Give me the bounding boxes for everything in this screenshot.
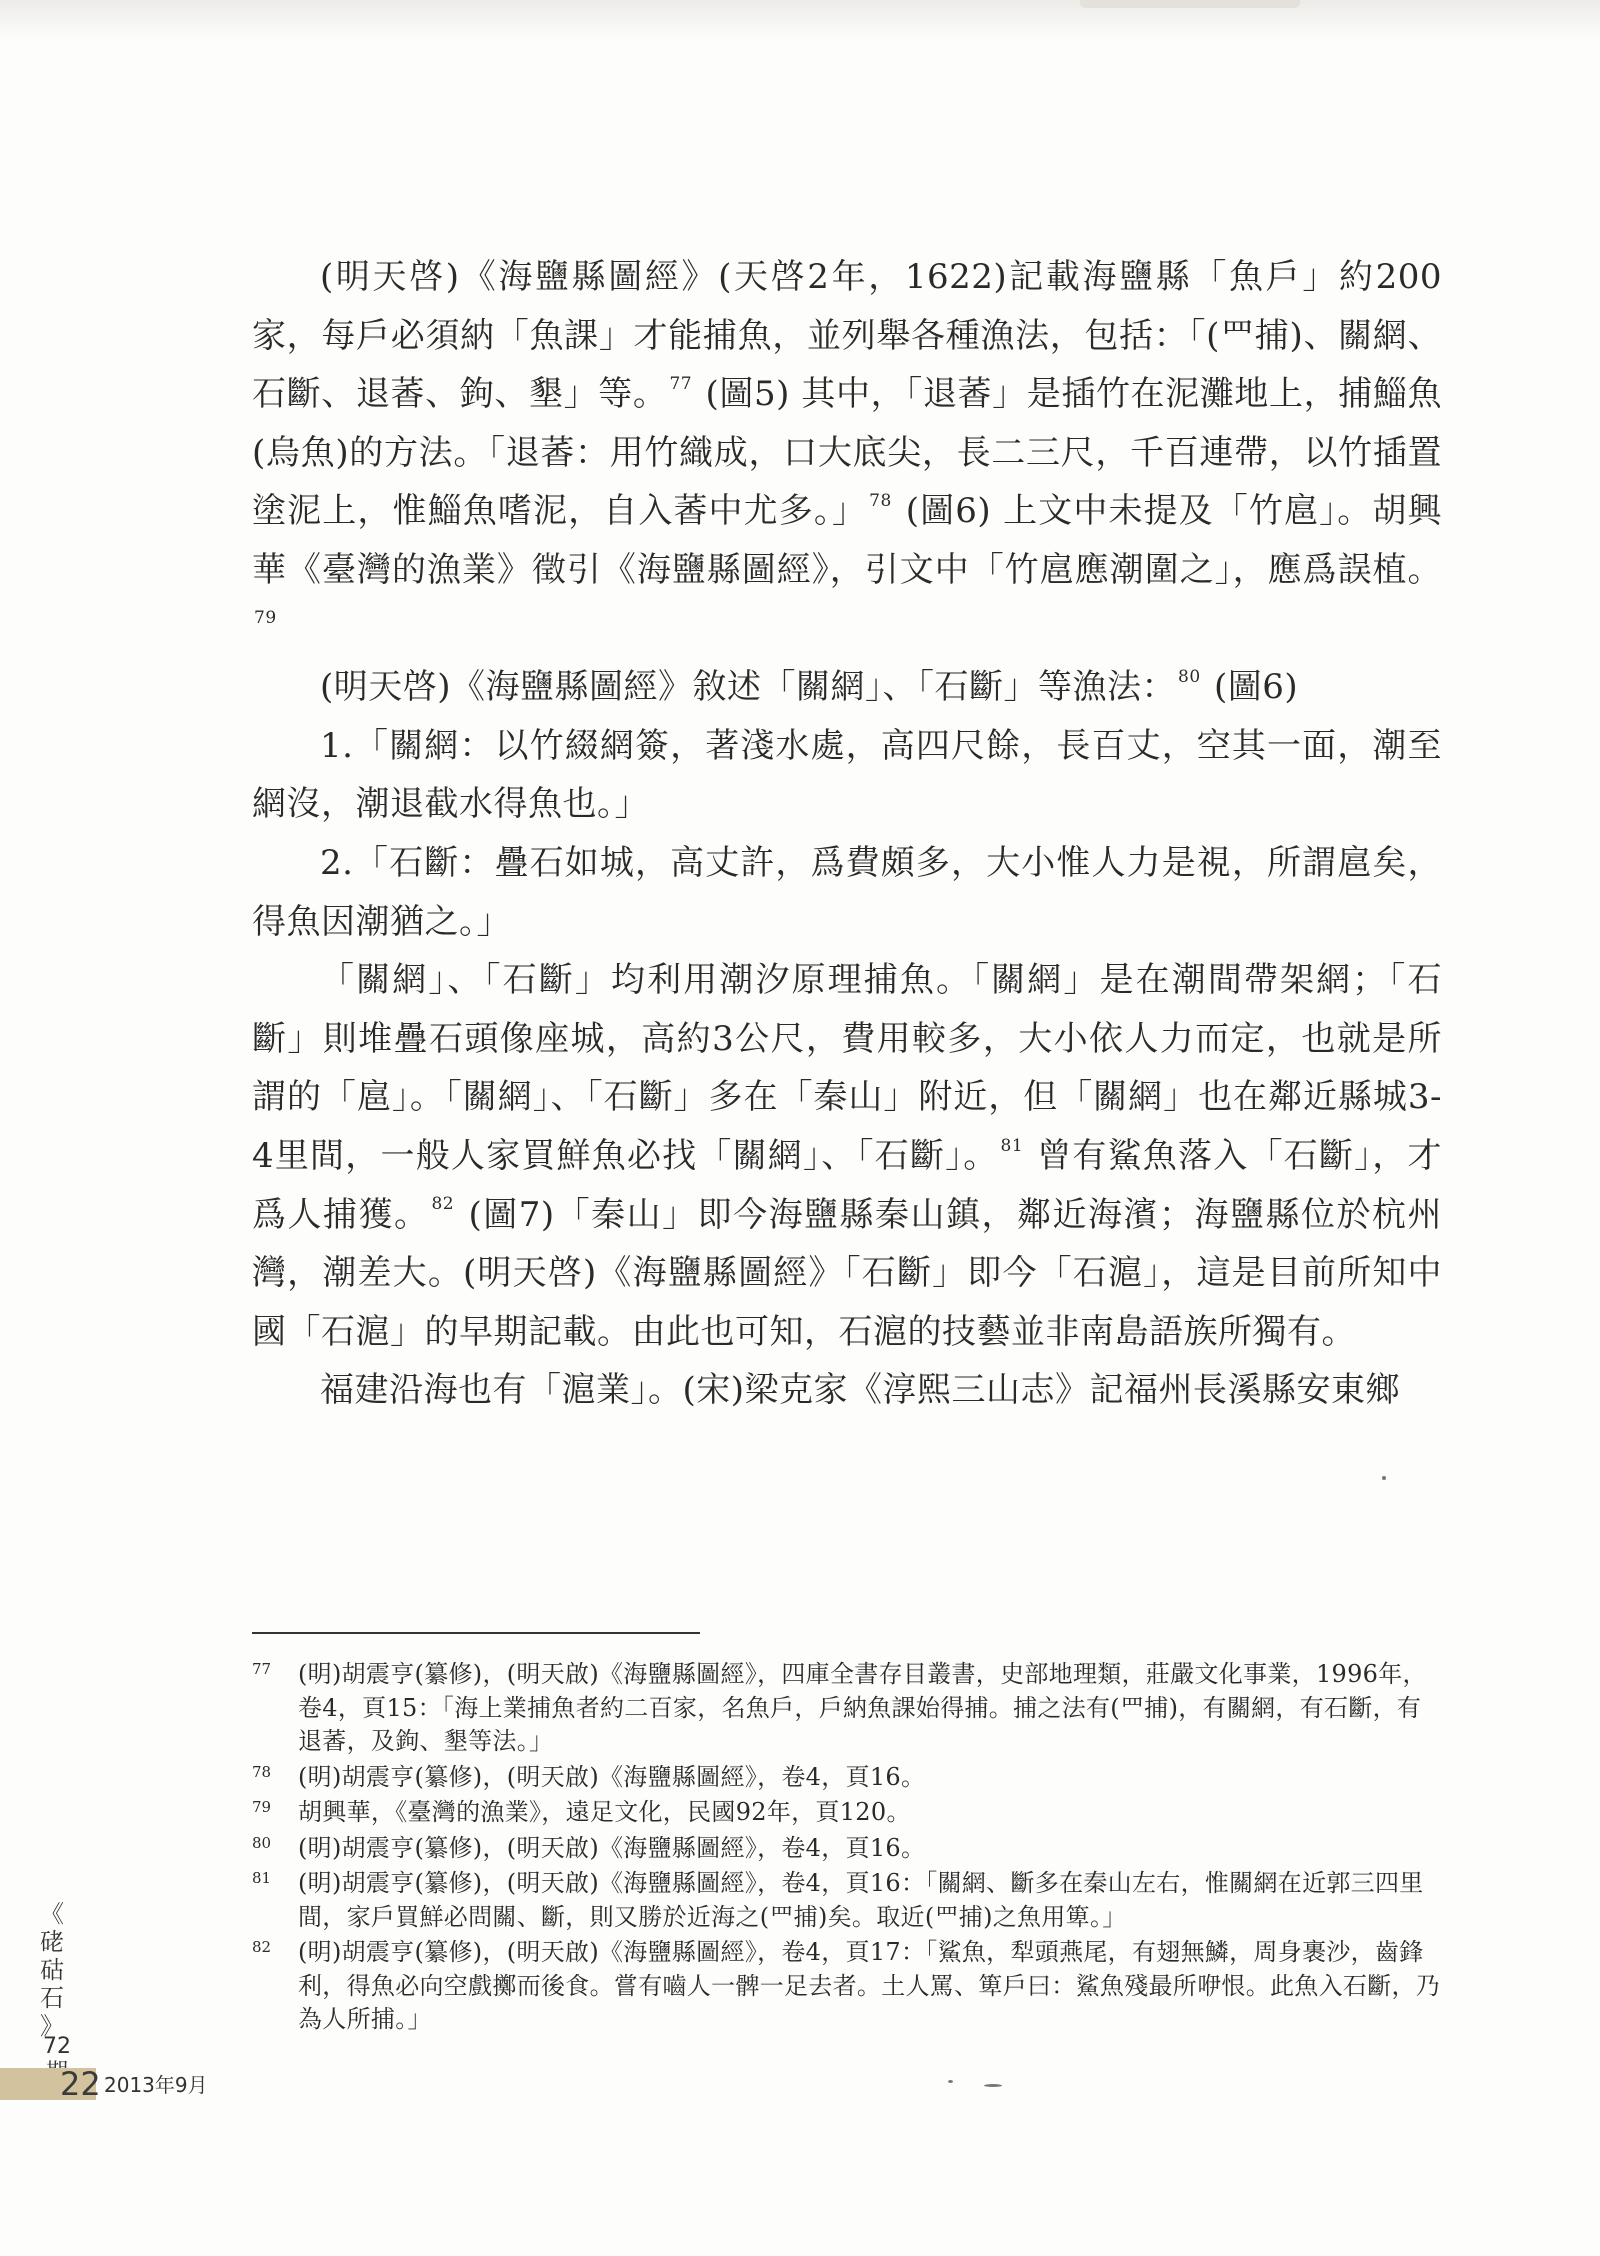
footnote-text: (明)胡震亨(纂修)，(明天啟)《海鹽縣圖經》，卷4，頁16：「關網、斷多在秦山左右，惟關網在近郭三四里間，家戶買鮮必問關、斷，則又勝於近海之(罒捕)矣。取近(罒捕)之魚用箄。」 bbox=[298, 1869, 1424, 1931]
footnote bbox=[252, 1936, 1442, 2037]
footnote-ref[interactable]: 80 bbox=[1178, 666, 1201, 687]
footnote-text: (明)胡震亨(纂修)，(明天啟)《海鹽縣圖經》，卷4，頁16。 bbox=[298, 1762, 926, 1791]
paragraph-text: 曾有鯊魚落入「石斷」，才爲人捕獲。 bbox=[252, 1135, 1442, 1235]
footnote-number: 80 bbox=[252, 1833, 272, 1852]
footnote-number: 82 bbox=[252, 1938, 272, 1956]
journal-title-char: 硓 bbox=[40, 1928, 64, 1956]
journal-title-char: 》 bbox=[40, 2012, 64, 2040]
footnote-text: (明)胡震亨(纂修)，(明天啟)《海鹽縣圖經》，卷4，頁17：「鯊魚，犁頭燕尾，有翅無鱗，周身裹沙，齒鋒利，得魚必向空戲擲而後食。嘗有嚙人一髀一足去者。土人罵、箄戶曰：鯊魚殘最所咿恨。此魚入石斷，乃為人所捕。」 bbox=[298, 1938, 1441, 2033]
paragraph-text: (明天啓)《海鹽縣圖經》(天啓2年，1622)記載海鹽縣「魚戶」約200家，每戶必須納「魚課」才能捕魚，並列舉各種漁法，包括：「(罒捕)、關網、石斷、退萫、鉤、墾」等。 bbox=[252, 257, 1442, 415]
scan-smudge bbox=[1080, 0, 1300, 8]
paragraph-text: 「關網」、「石斷」均利用潮汐原理捕魚。「關網」是在潮間帶架網；「石斷」則堆疊石頭像座城，高約3公尺，費用較多，大小依人力而定，也就是所謂的「扈」。「關網」、「石斷」多在「秦山」附近，但「關網」也在鄰近縣城3-4里間，一般人家買鮮魚必找「關網」、「石斷」。 bbox=[252, 960, 1442, 1176]
scan-speck bbox=[1382, 1476, 1386, 1480]
footnote bbox=[252, 1832, 1442, 1866]
paragraph-text: (圖6) bbox=[1213, 667, 1299, 708]
paragraph-text: (圖6) 上文中未提及「竹扈」。胡興華《臺灣的漁業》徵引《海鹽縣圖經》，引文中「竹扈應潮圍之」，應爲誤植。 bbox=[252, 491, 1443, 590]
paragraph bbox=[252, 658, 1442, 717]
journal-title-vertical bbox=[40, 1900, 74, 2040]
paragraph bbox=[252, 951, 1442, 1361]
footnote-ref[interactable]: 78 bbox=[869, 491, 892, 512]
paragraph-text: (明天啓)《海鹽縣圖經》敘述「關網」、「石斷」等漁法： bbox=[320, 667, 1177, 708]
scan-top-edge bbox=[0, 0, 1600, 40]
list-item: 2.「石斷：疊石如城，高丈許，爲費頗多，大小惟人力是視，所謂扈矣，得魚因潮猶之。」 bbox=[252, 842, 1442, 942]
footnote-text: 胡興華，《臺灣的漁業》，遠足文化，民國92年，頁120。 bbox=[298, 1798, 911, 1826]
footnote-divider bbox=[252, 1632, 700, 1634]
page-number: 22 bbox=[60, 2065, 101, 2103]
scan-speck bbox=[948, 2080, 953, 2083]
footnote-ref[interactable]: 81 bbox=[1000, 1135, 1024, 1156]
issue-date: 2013年9月 bbox=[104, 2073, 208, 2097]
footnote bbox=[252, 1796, 1442, 1830]
paragraph: 福建沿海也有「滬業」。(宋)梁克家《淳熙三山志》記福州長溪縣安東鄉 bbox=[320, 1370, 1401, 1411]
list-item: 1.「關網：以竹綴網簽，著淺水處，高四尺餘，長百丈，空其一面，潮至網沒，潮退截水得魚也。」 bbox=[252, 725, 1442, 825]
footnote-text: (明)胡震亨(纂修)，(明天啟)《海鹽縣圖經》，卷4，頁16。 bbox=[298, 1833, 926, 1862]
footnote-number: 81 bbox=[252, 1869, 272, 1887]
footnotes bbox=[252, 1658, 1442, 2039]
journal-title-char: 𥑮 bbox=[40, 1956, 64, 1984]
paragraph-text: (圖5) 其中，「退萫」是插竹在泥灘地上，捕鯔魚(烏魚)的方法。「退萫：用竹織成，口大底尖，長二三尺，千百連帶，以竹插置塗泥上，惟鯔魚嗜泥，自入萫中尤多。」 bbox=[252, 374, 1443, 532]
issue-number: 72 bbox=[43, 2034, 71, 2059]
footnote-text: (明)胡震亨(纂修)，(明天啟)《海鹽縣圖經》，四庫全書存目叢書，史部地理類，莊嚴文化事業，1996年，卷4，頁15：「海上業捕魚者約二百家，名魚戶，戶納魚課始得捕。捕之法有(罒捕)，有關網，有石斷，有退萫，及鉤、墾等法。」 bbox=[298, 1660, 1427, 1755]
footnote bbox=[252, 1761, 1442, 1795]
journal-title-char: 石 bbox=[40, 1984, 64, 2012]
scan-speck bbox=[984, 2084, 1002, 2087]
journal-title-char: 《 bbox=[40, 1900, 64, 1928]
article-body bbox=[252, 248, 1442, 1420]
footnote-ref[interactable]: 82 bbox=[431, 1194, 455, 1215]
footnote-number: 78 bbox=[252, 1762, 272, 1781]
footnote bbox=[252, 1658, 1442, 1759]
paragraph-text: (圖7)「秦山」即今海鹽縣秦山鎮，鄰近海濱；海鹽縣位於杭州灣，潮差大。(明天啓)《海鹽縣圖經》「石斷」即今「石滬」，這是目前所知中國「石滬」的早期記載。由此也可知，石滬的技藝並非南島語族所獨有。 bbox=[252, 1194, 1442, 1352]
footnote-ref[interactable]: 79 bbox=[254, 608, 277, 629]
footnote-number: 77 bbox=[252, 1660, 272, 1678]
paragraph bbox=[252, 248, 1442, 658]
footnote-ref[interactable]: 77 bbox=[669, 373, 693, 394]
footnote bbox=[252, 1867, 1442, 1934]
footnote-number: 79 bbox=[252, 1798, 272, 1816]
